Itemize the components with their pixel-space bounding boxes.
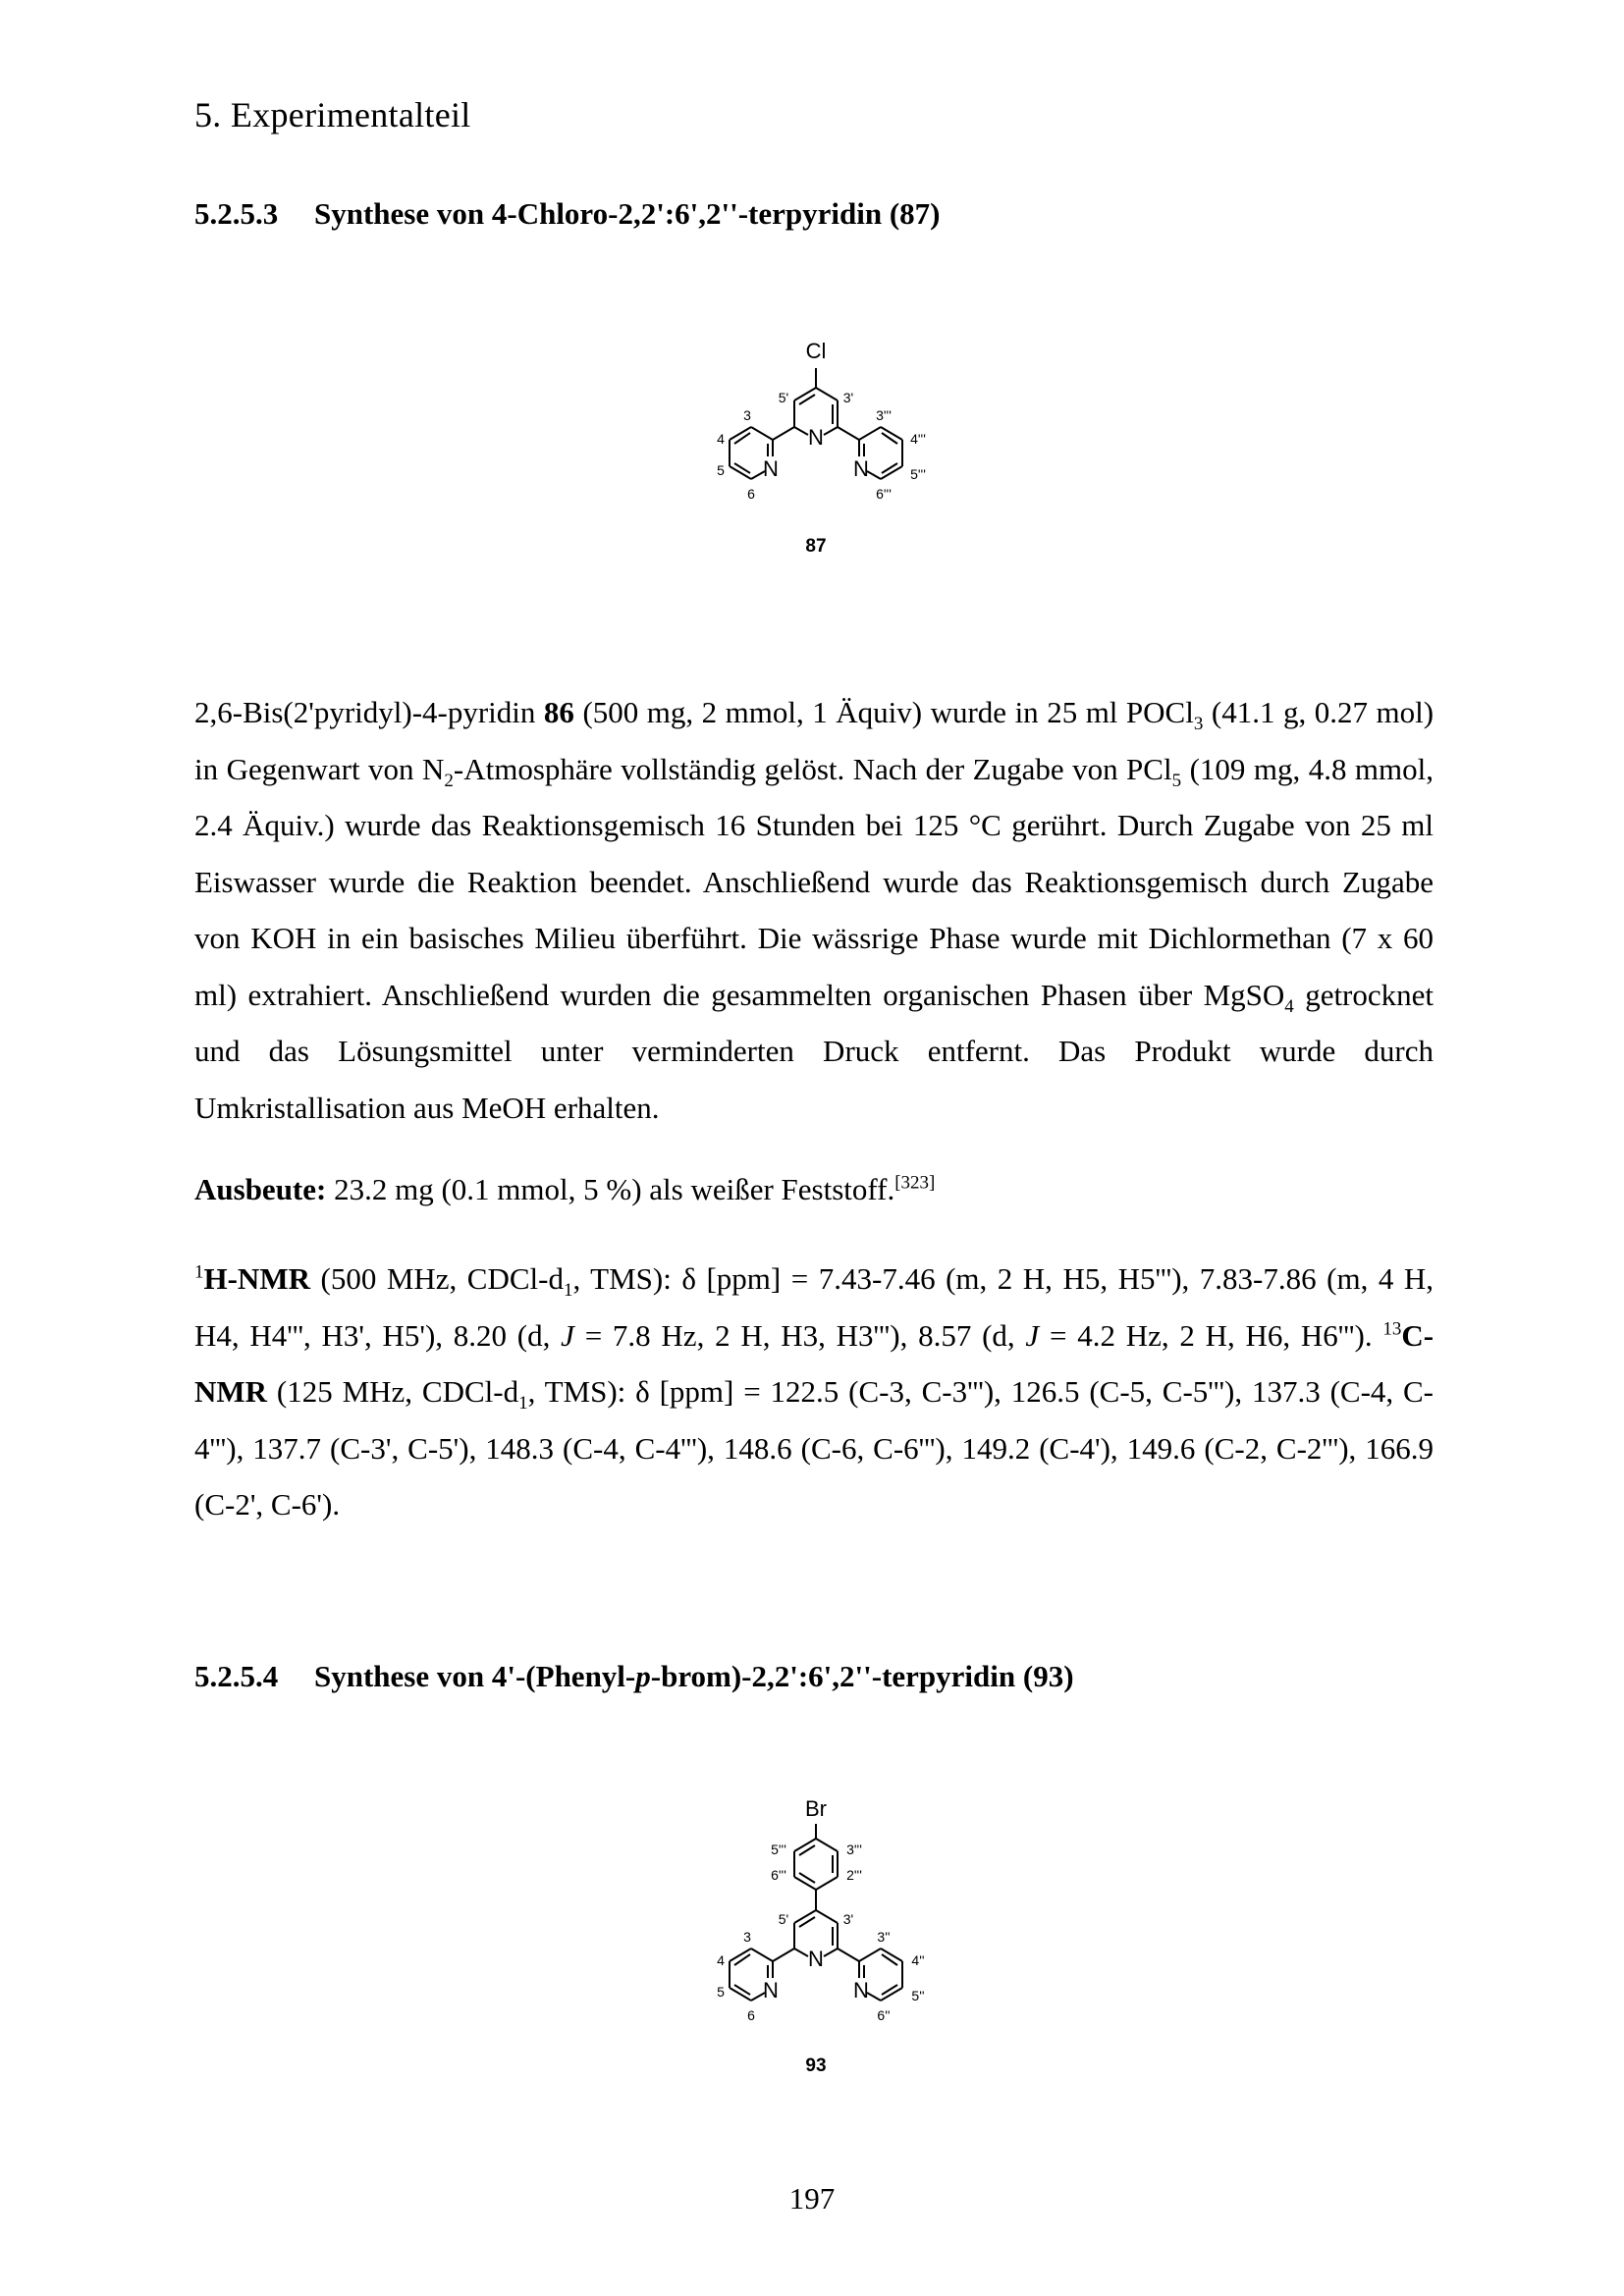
nmr-data: [194, 1251, 1434, 1533]
yield-label: Ausbeute:: [194, 1172, 327, 1206]
label-4pp: 4'': [911, 1952, 925, 1968]
section-heading-5-2-5-4: [194, 1659, 1074, 1694]
atom-n-center: N: [808, 1947, 824, 1971]
label-6: 6: [747, 486, 755, 502]
structure-93-bonds: [730, 1824, 902, 2001]
nmr-text: , TMS): δ [ppm] = 122.5 (C-3, C-3'''), 126.5 (C-5, C-5'''), 137.3 (C-4, C-4'''), 137.7 (C-3', C-5'), 148.3 (C-4, C-4'''), 148.6 (C-6, C-6'''), 149.2 (C-4'), 149.6 (C-2, C-2'''), 166.9 (C-2', C-6').: [194, 1374, 1434, 1522]
label-5p: 5': [778, 390, 789, 405]
label-3p: 3': [842, 1911, 854, 1927]
section-number: 5.2.5.4: [194, 1659, 279, 1693]
atom-n-center: N: [808, 425, 824, 450]
label-5ppp: 5''': [910, 466, 926, 482]
coupling-j: J: [561, 1317, 574, 1353]
atom-n-right: N: [853, 456, 869, 481]
label-5: 5: [717, 462, 725, 478]
label-3: 3: [743, 407, 751, 423]
section-heading-5-2-5-3: [194, 196, 941, 232]
substituent-br: Br: [805, 1796, 827, 1821]
isotope-sup: 1: [194, 1261, 204, 1283]
label-3: 3: [743, 1929, 751, 1945]
atom-n-left: N: [763, 456, 779, 481]
label-2ppp: 2''': [846, 1867, 862, 1883]
page-number: 197: [788, 2181, 836, 2216]
para-text: -Atmosphäre vollständig gelöst. Nach der Zugabe von PCl: [453, 751, 1172, 786]
nmr-text: (125 MHz, CDCl-d: [276, 1374, 519, 1409]
subscript: 1: [518, 1393, 528, 1415]
compound-ref: (87): [889, 196, 941, 231]
compound-number-87: 87: [805, 536, 827, 557]
section-title: -brom)-2,2':6',2''-terpyridin: [650, 1659, 1016, 1693]
structure-87-bonds: [730, 368, 902, 479]
label-3ppp: 3''': [876, 407, 892, 423]
label-5p: 5': [778, 1911, 789, 1927]
subscript: 4: [1284, 995, 1294, 1017]
structure-93: [668, 1794, 962, 2118]
label-3pp: 3'': [877, 1929, 891, 1945]
para-text: (109 mg, 4.8 mmol, 2.4 Äquiv.) wurde das Reaktionsgemisch 16 Stunden bei 125 °C gerührt. Durch Zugabe von 25 ml Eiswasser wurde die Reaktion beendet. Anschließend wurde das Reaktionsgemisch durch Zugabe von KOH in ein basisches Milieu überführt. Die wässrige Phase wurde mit Dichlormethan (7 x 60 ml) extrahiert. Anschließend wurden die gesammelten organischen Phasen über MgSO: [194, 751, 1435, 1012]
label-5pp: 5'': [911, 1988, 925, 2003]
section-title-italic: p: [635, 1659, 651, 1693]
compound-ref: (93): [1022, 1659, 1074, 1693]
label-4: 4: [717, 431, 725, 447]
section-title: Synthese von 4-Chloro-2,2':6',2''-terpyridin: [314, 196, 883, 231]
nmr-text: (500 MHz, CDCl-d: [320, 1261, 564, 1296]
isotope-sup: 13: [1382, 1318, 1402, 1340]
subscript: 2: [444, 770, 454, 791]
section-number: 5.2.5.3: [194, 196, 279, 231]
para-text: getrocknet und das Lösungsmittel unter verminderten Druck entfernt. Das Produkt wurde durch Umkristallisation aus MeOH erhalten.: [194, 977, 1435, 1125]
structure-87: [668, 329, 962, 564]
subscript: 3: [1193, 714, 1204, 735]
nmr-text: , TMS): δ [ppm] = 7.43-7.46 (m, 2 H, H5, H5'''), 7.83-7.86 (m, 4 H, H4, H4''', H3', H5'), 8.20 (d,: [194, 1261, 1434, 1353]
para-text: (500 mg, 2 mmol, 1 Äquiv) wurde in 25 ml POCl: [582, 695, 1194, 729]
label-6pp: 6'': [877, 2007, 891, 2023]
nmr-text: = 4.2 Hz, 2 H, H6, H6''').: [1049, 1317, 1373, 1353]
yield-text: 23.2 mg (0.1 mmol, 5 %) als weißer Feststoff.: [334, 1172, 895, 1206]
para-text: 2,6-Bis(2'pyridyl)-4-pyridin: [194, 695, 536, 729]
citation-ref: [323]: [894, 1172, 936, 1194]
label-4: 4: [717, 1952, 725, 1968]
yield-line: [194, 1161, 1434, 1218]
page-header: 5. Experimentalteil: [194, 95, 471, 134]
subscript: 1: [563, 1280, 573, 1302]
label-5: 5: [717, 1984, 725, 2000]
substituent-cl: Cl: [805, 339, 827, 363]
subscript: 5: [1171, 770, 1182, 791]
h-nmr-label: H-NMR: [203, 1261, 310, 1296]
coupling-j: J: [1025, 1317, 1040, 1353]
procedure-paragraph: [194, 684, 1434, 1136]
label-6: 6: [747, 2007, 755, 2023]
c-nmr-label: C-NMR: [194, 1317, 1435, 1409]
label-3p: 3': [842, 390, 854, 405]
compound-number-93: 93: [805, 2056, 827, 2076]
compound-ref-86: 86: [543, 695, 574, 729]
atom-n-right: N: [853, 1978, 869, 2002]
label-3ppp: 3''': [846, 1842, 862, 1857]
label-5ppp: 5''': [771, 1842, 786, 1857]
section-title: Synthese von 4'-(Phenyl-: [314, 1659, 636, 1693]
nmr-text: = 7.8 Hz, 2 H, H3, H3'''), 8.57 (d,: [584, 1317, 1015, 1353]
label-6ppp: 6''': [771, 1867, 786, 1883]
para-text: (41.1 g, 0.27 mol) in Gegenwart von N: [194, 695, 1435, 786]
label-6ppp: 6''': [876, 486, 892, 502]
atom-n-left: N: [763, 1978, 779, 2002]
label-4ppp: 4''': [910, 431, 926, 447]
